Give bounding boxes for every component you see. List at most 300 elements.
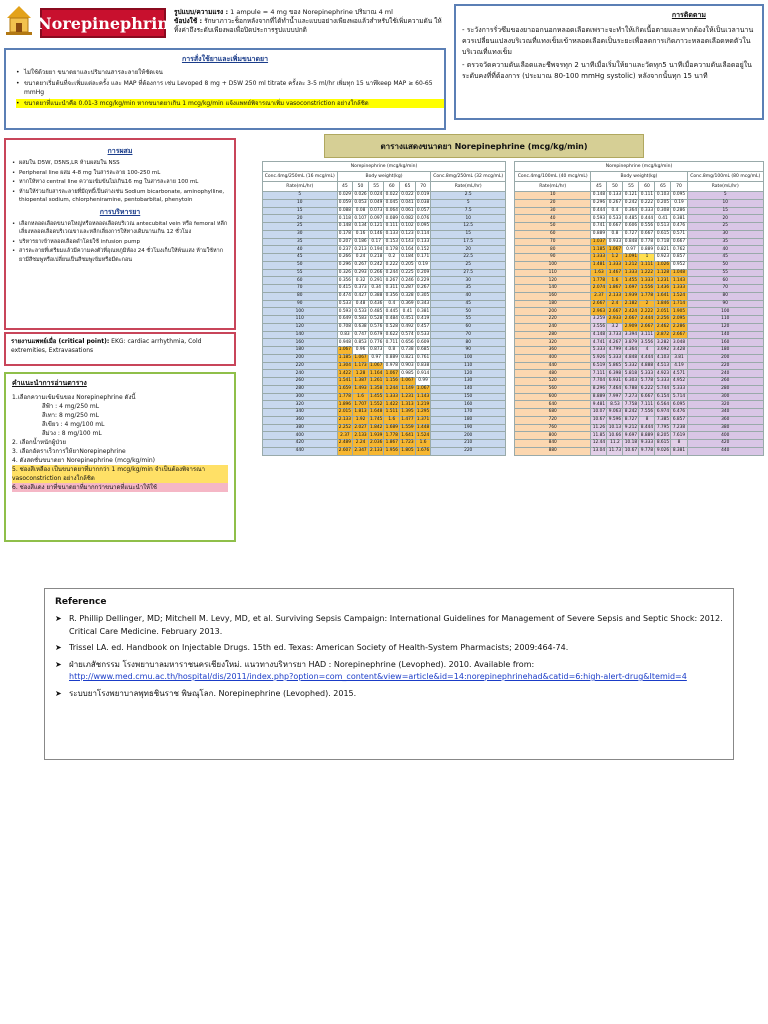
rate-cell: 15 — [687, 207, 764, 215]
rate-cell: 220 — [687, 362, 764, 370]
mixing-item: • Peripheral line ผสม 4-8 mg ในสารละลาย 100-250 mL — [12, 169, 228, 178]
rate-cell: 240 — [515, 323, 591, 331]
dose-cell: 1.067 — [338, 347, 352, 353]
dose-cell: 1.448 — [416, 424, 430, 430]
dose-cell: 2 — [639, 300, 655, 308]
table-row — [263, 246, 506, 254]
table-row — [263, 339, 506, 347]
dose-cell: 0.97 — [368, 354, 384, 362]
dose-cell: 10.07 — [592, 409, 606, 415]
dose-cell: 1 — [639, 254, 655, 262]
dose-cell: 2.37 — [337, 432, 353, 440]
rate-cell: 190 — [431, 424, 506, 432]
dose-cell: 0.848 — [624, 238, 638, 244]
dose-cell: 1.689 — [385, 424, 398, 430]
dose-cell: 1.333 — [385, 393, 398, 399]
dose-cell: 2.015 — [338, 409, 352, 415]
rate-cell: 100 — [431, 354, 506, 362]
dose-cell: 0.97 — [623, 246, 639, 254]
rate-cell: 140 — [431, 385, 506, 393]
rate-cell: 20 — [431, 246, 506, 254]
table-row — [263, 362, 506, 370]
dose-cell: 0.873 — [370, 347, 383, 353]
dose-cell: 1.541 — [338, 378, 352, 384]
how-to-read-line: 6. ช่องสีแดง ยาที่ขนาดยาที่มากกว่าขนาดที่แนะนำให้ใช้ — [12, 483, 228, 492]
dose-cell: 1.185 — [338, 355, 352, 361]
dose-cell: 1.745 — [370, 417, 383, 423]
rate-cell: 360 — [687, 416, 764, 424]
table-row — [263, 254, 506, 262]
table-row — [263, 316, 506, 324]
rate-cell: 10 — [515, 192, 591, 200]
dose-cell: 0.308 — [656, 207, 670, 213]
dose-cell: 0.381 — [672, 215, 686, 221]
dose-cell: 3.428 — [672, 347, 686, 353]
table-row — [263, 323, 506, 331]
table-row — [515, 246, 764, 254]
table-row — [263, 269, 506, 277]
dose-cell: 4.848 — [624, 355, 638, 361]
dose-cell: 1.524 — [672, 293, 686, 299]
rate-cell: 180 — [515, 300, 591, 308]
table-row — [263, 308, 506, 316]
dose-cell: 3.259 — [592, 316, 606, 322]
dose-cell: 0.311 — [385, 285, 398, 291]
dose-cell: 0.533 — [338, 300, 352, 306]
dose-cell: 7.556 — [640, 409, 654, 415]
rate-cell: 180 — [263, 347, 338, 355]
rate-cell: 60 — [687, 277, 764, 285]
rate-cell: 55 — [687, 269, 764, 277]
weight-header: 55 — [623, 182, 639, 192]
dose-cell: 9.333 — [640, 440, 654, 446]
rate-cell: 80 — [515, 246, 591, 254]
dose-cell: 5.333 — [608, 355, 622, 361]
dose-cell: 0.427 — [354, 293, 367, 299]
dose-cell: 0.194 — [370, 246, 383, 252]
dose-cell: 0.287 — [401, 285, 414, 291]
dose-cell: 1.28 — [353, 370, 369, 378]
dose-cell: 0.373 — [354, 285, 367, 291]
table-row — [515, 269, 764, 277]
dose-cell: 0.121 — [370, 223, 383, 229]
table-row — [515, 401, 764, 409]
dose-cell: 2.347 — [354, 448, 367, 454]
rate-cell: 5 — [687, 192, 764, 200]
dose-cell: 1.333 — [672, 285, 686, 291]
dose-cell: 0.609 — [416, 339, 430, 345]
dose-cell: 2.133 — [608, 293, 622, 299]
dose-cell: 0.484 — [385, 316, 398, 322]
dose-cell: 0.205 — [656, 200, 670, 206]
table-row — [263, 277, 506, 285]
dose-cell: 0.762 — [672, 246, 686, 252]
table-row — [263, 440, 506, 448]
how-to-read-line: สีม่วง : 8 mg/100 mL — [42, 430, 102, 437]
rate-cell: 720 — [515, 416, 591, 424]
dose-cell: 0.776 — [370, 339, 383, 345]
dose-cell: 1.846 — [656, 300, 670, 306]
indication-text: รักษาภาวะช็อกหลังจากที่ได้ทำน้ำและแบบอย่างเพียงพอแล้วสำหรับใช้เพิ่มความดัน ให้ทิ้งค่าถึงระดับเพียงพอเพื่อปิดประการรูปแบบปกติ — [174, 17, 442, 34]
dose-cell: 0.419 — [416, 316, 430, 322]
how-to-read-section — [4, 372, 236, 542]
dose-cell: 7.385 — [656, 417, 670, 423]
dose-cell: 0.038 — [416, 200, 430, 206]
rate-cell: 35 — [431, 285, 506, 293]
table-row — [515, 285, 764, 293]
rate-cell: 10 — [431, 215, 506, 223]
dose-cell: 1.244 — [385, 386, 398, 392]
table-row — [263, 432, 506, 440]
dose-cell: 0.133 — [608, 192, 622, 198]
dose-cell: 0.8 — [607, 230, 623, 238]
rate-cell: 840 — [515, 440, 591, 448]
dose-cell: 0.293 — [354, 269, 367, 275]
dose-table-4mg-250ml — [262, 161, 506, 456]
table-row — [263, 261, 506, 269]
dose-cell: 0.41 — [655, 215, 671, 223]
dose-cell: 1.6 — [384, 416, 400, 424]
dose-cell: 1.455 — [370, 393, 383, 399]
rate-cell: 80 — [431, 339, 506, 347]
dose-cell: 0.369 — [401, 300, 414, 306]
dose-cell: 4.103 — [656, 355, 670, 361]
dose-cell: 0.146 — [370, 231, 383, 237]
dose-cell: 1.92 — [353, 416, 369, 424]
dose-cell: 9.596 — [608, 417, 622, 423]
dose-cell: 0.118 — [338, 215, 352, 221]
rate-cell: 160 — [263, 339, 338, 347]
dose-cell: 0.388 — [370, 293, 383, 299]
rate-cell: 50 — [515, 223, 591, 231]
dose-cell: 1.723 — [401, 440, 414, 446]
dose-cell: 0.948 — [338, 339, 352, 345]
dose-cell: 0.184 — [401, 254, 414, 260]
table-row — [515, 416, 764, 424]
dose-cell: 1.067 — [401, 378, 414, 384]
dose-cell: 0.667 — [640, 231, 654, 237]
administration-item: • สารละลายที่เตรียมแล้วมีความคงตัวที่อุณหภูมิห้อง 24 ชั่วโมงเก็บให้พ้นแสง ห้ามใช้หากยามีสีชมพูหรือเปลี่ยนเป็นสีชมพูเข้มหรือมีตะกอน — [12, 247, 228, 264]
dose-cell: 5.333 — [592, 347, 606, 353]
dose-cell: 8 — [639, 416, 655, 424]
how-to-read-title: คำแนะนำการอ่านตาราง — [12, 379, 87, 387]
dose-cell: 0.178 — [385, 246, 398, 252]
rate-cell: 90 — [263, 300, 338, 308]
rate-cell: 280 — [687, 385, 764, 393]
table-row — [263, 401, 506, 409]
dose-cell: 1.956 — [385, 448, 398, 454]
conc-right-label: Conc.8mg/250mL (32 mcg/mL) — [431, 172, 506, 182]
rate-cell: 220 — [431, 447, 506, 455]
dose-cell: 11.26 — [592, 424, 606, 430]
dose-cell: 2.286 — [672, 324, 686, 330]
how-to-read-line: 5. ช่องสีเหลือง เป็นขนาดยาที่มากกว่า 1 mcg/kg/min จำเป็นต้องพิจารณา vasoconstriction อย่างใกล้ชิด — [12, 465, 228, 483]
indication-label: ข้อบ่งใช้ : — [174, 17, 203, 25]
rate-cell: 400 — [515, 354, 591, 362]
table-row — [515, 432, 764, 440]
dose-cell: 1.714 — [672, 300, 686, 306]
dose-cell: 0.952 — [672, 262, 686, 268]
rate-cell: 5 — [431, 199, 506, 207]
dose-cell: 0.593 — [592, 215, 606, 221]
dose-cell: 7.464 — [608, 386, 622, 392]
dose-cell: 0.225 — [401, 269, 414, 275]
dose-cell: 7.997 — [608, 393, 622, 399]
dose-cell: 0.356 — [385, 293, 398, 299]
dose-cell: 6.788 — [624, 386, 638, 392]
dose-cell: 1.219 — [416, 401, 430, 407]
dose-cell: 5.714 — [672, 393, 686, 399]
mixing-item: • ผสมใน D5W, D5NS,LR ห้ามผสมใน NSS — [12, 159, 228, 168]
dose-cell: 0.08 — [353, 207, 369, 215]
table-row — [515, 223, 764, 231]
table-row — [263, 199, 506, 207]
dose-cell: 1.6 — [607, 277, 623, 285]
dose-cell: 7.619 — [672, 432, 686, 438]
dose-cell: 1.455 — [624, 277, 638, 283]
dose-cell: 0.444 — [592, 207, 606, 213]
dose-cell: 1.304 — [338, 362, 352, 368]
rate-cell: 30 — [431, 277, 506, 285]
dose-cell: 0.266 — [338, 254, 352, 260]
rate-cell: 30 — [263, 230, 338, 238]
dose-cell: 2.909 — [624, 324, 638, 330]
dose-cell: 0.291 — [370, 277, 383, 283]
dose-cell: 0.088 — [338, 207, 352, 213]
dose-cell: 0.076 — [416, 215, 430, 221]
dose-cell: 5.818 — [624, 370, 638, 376]
dose-cell: 0.533 — [608, 215, 622, 221]
dose-cell: 0.513 — [656, 223, 670, 229]
dose-cell: 1.778 — [592, 277, 606, 283]
conc-left-label: Conc.4mg/100mL (40 mcg/mL) — [515, 172, 591, 182]
dose-cell: 1.2 — [607, 254, 623, 262]
dose-cell: 0.152 — [416, 246, 430, 252]
rate-cell: 55 — [431, 316, 506, 324]
dose-cell: 0.533 — [354, 308, 367, 314]
dose-cell: 0.237 — [338, 246, 352, 252]
table-row — [263, 416, 506, 424]
dose-cell: 9.212 — [624, 424, 638, 430]
rate-cell: 130 — [431, 378, 506, 386]
dose-cell: 1.143 — [416, 393, 430, 399]
dose-cell: 8.205 — [656, 432, 670, 438]
table-row — [263, 300, 506, 308]
dose-cell: 1.067 — [608, 246, 622, 252]
dose-cell: 0.48 — [353, 300, 369, 308]
dose-cell: 6.931 — [608, 378, 622, 384]
dose-cell: 4.148 — [592, 331, 606, 337]
dose-cell: 0.778 — [640, 238, 654, 244]
rate-header: Rate(mL/hr) — [515, 182, 591, 192]
dose-cell: 0.533 — [416, 331, 430, 337]
dose-cell: 1.333 — [608, 262, 622, 268]
dose-cell: 9.697 — [624, 432, 638, 438]
dosing-item-highlight: • ขนาดยาที่แนะนำคือ 0.01-3 mcg/kg/min หากขนาดยาเกิน 1 mcg/kg/min แจ้งแพทย์พิจารณาเพิ่ม vasoconstriction อย่างใกล้ชิด — [16, 99, 444, 108]
dose-cell: 0.738 — [401, 347, 414, 353]
reference-link[interactable]: http://www.med.cmu.ac.th/hospital/dis/2011/index.php?option=com_content&view=article&id=14:norepinephrinehad&catid=6:high-alert-drug&Itemid=4 — [69, 672, 687, 681]
table-row — [515, 292, 764, 300]
dose-cell: 0.133 — [416, 238, 430, 244]
dose-cell: 0.107 — [354, 215, 367, 221]
rate-cell: 40 — [687, 246, 764, 254]
dose-cell: 4.513 — [656, 362, 670, 368]
dose-cell: 2.133 — [370, 448, 383, 454]
conc-left-label: Conc.4mg/250mL (16 mcg/mL) — [263, 172, 338, 182]
dose-cell: 0.761 — [416, 355, 430, 361]
dose-cell: 1.477 — [401, 417, 414, 423]
dose-cell: 10.66 — [608, 432, 622, 438]
dose-cell: 1.395 — [401, 409, 414, 415]
dose-cell: 0.923 — [656, 254, 670, 260]
dose-cell: 0.097 — [370, 215, 383, 221]
dose-cell: 1.63 — [591, 269, 607, 277]
rate-cell: 210 — [431, 440, 506, 448]
rate-cell: 150 — [431, 393, 506, 401]
dose-cell: 1.559 — [401, 424, 414, 430]
table-row — [263, 409, 506, 417]
body-weight-label: Body weight(kg) — [591, 172, 687, 182]
rate-cell: 140 — [687, 331, 764, 339]
rate-cell: 140 — [263, 331, 338, 339]
dose-cell: 1.358 — [370, 386, 383, 392]
dose-cell: 1.805 — [401, 448, 414, 454]
table-row — [515, 199, 764, 207]
table-row — [515, 424, 764, 432]
table-row — [515, 230, 764, 238]
critical-point-section — [4, 332, 236, 366]
dose-cell: 0.246 — [401, 277, 414, 283]
how-to-read-line: สีเขียว : 4 mg/100 mL — [42, 421, 105, 428]
dose-cell: 5.778 — [640, 378, 654, 384]
dose-cell: 0.821 — [401, 355, 414, 361]
dose-cell: 0.222 — [385, 262, 398, 268]
rate-header: Rate(mL/hr) — [431, 182, 506, 192]
how-to-read-line: สีเทา: 8 mg/250 mL — [42, 412, 99, 419]
rate-cell: 70 — [263, 285, 338, 293]
dose-cell: 7.111 — [640, 401, 654, 407]
rate-cell: 440 — [515, 362, 591, 370]
dose-cell: 0.178 — [338, 231, 352, 237]
dose-cell: 1.6 — [353, 393, 369, 401]
rate-cell: 30 — [515, 207, 591, 215]
dose-cell: 1.867 — [608, 285, 622, 291]
dosing-item: • ไม่ใช้ด้วยยา ขนาดยาและปริมาณสารละลายให้ชัดเจน — [16, 68, 444, 77]
dose-cell: 6.303 — [624, 378, 638, 384]
dose-cell: 2.933 — [608, 316, 622, 322]
weight-header: 70 — [671, 182, 687, 192]
rate-cell: 7.5 — [431, 207, 506, 215]
how-to-read-line: 1.เลือกความเข้มข้นของ Norepinephrine ดังนี้ — [12, 394, 136, 401]
rate-cell: 55 — [263, 269, 338, 277]
rate-cell: 200 — [515, 308, 591, 316]
monitoring-section — [454, 4, 764, 120]
dose-cell: 6.095 — [672, 401, 686, 407]
dose-cell: 0.171 — [416, 254, 430, 260]
rate-cell: 880 — [515, 447, 591, 455]
dose-cell: 0.476 — [672, 223, 686, 229]
dose-cell: 4.888 — [640, 362, 654, 368]
reference-item: ➤ R. Phillip Dellinger, MD; Mitchell M. Levy, MD, et al. Surviving Sepsis Campaign: International Guidelines for Management of Severe Sepsis and Septic Shock: 2012. Critical Care Medicine. February 2013. — [55, 613, 723, 638]
dose-cell: 0.326 — [338, 269, 352, 275]
rate-cell: 220 — [515, 316, 591, 324]
rate-cell: 110 — [687, 316, 764, 324]
dose-cell: 0.229 — [416, 277, 430, 283]
rate-cell: 35 — [263, 238, 338, 246]
rate-cell: 25 — [263, 223, 338, 231]
table-row — [263, 370, 506, 378]
dose-cell: 0.649 — [338, 316, 352, 322]
conc-right-label: Conc.8mg/100mL (80 mcg/mL) — [687, 172, 764, 182]
weight-header: 65 — [655, 182, 671, 192]
mixing-item: • ห้ามให้ร่วมกับสารละลายที่มีฤทธิ์เป็นด่างเช่น Sodium bicarbonate, aminophylline, thiopental sodium, chlorpheniramine, pentobarbital, phenytoin — [12, 188, 228, 205]
dose-cell: 0.445 — [385, 308, 398, 314]
dose-cell: 0.16 — [353, 230, 369, 238]
dose-cell: 8.53 — [607, 401, 623, 409]
dose-cell: 0.571 — [672, 231, 686, 237]
dose-cell: 0.082 — [401, 215, 414, 221]
table-row — [515, 254, 764, 262]
administration-title: การบริหารยา — [99, 207, 141, 216]
dose-cell: 0.667 — [608, 223, 622, 229]
dose-cell: 0.123 — [401, 231, 414, 237]
table-row — [263, 424, 506, 432]
dose-cell: 0.933 — [608, 238, 622, 244]
dose-cell: 1.778 — [385, 432, 398, 438]
dose-cell: 10.67 — [624, 448, 638, 454]
dose-cell: 0.718 — [656, 238, 670, 244]
dose-cell: 0.583 — [354, 316, 367, 322]
dose-cell: 0.747 — [354, 331, 367, 337]
reference-item: ➤ ระบบยาโรงพยาบาลพุทธชินราช พิษณุโลก. Norepinephrine (Levophed). 2015. — [55, 688, 723, 701]
dose-cell: 0.121 — [624, 192, 638, 198]
dose-cell: 5.865 — [608, 362, 622, 368]
table-row — [263, 385, 506, 393]
rate-cell: 120 — [263, 323, 338, 331]
dose-cell: 1.387 — [354, 378, 367, 384]
weight-header: 60 — [639, 182, 655, 192]
dose-cell: 8 — [671, 440, 687, 448]
rate-cell: 20 — [263, 215, 338, 223]
rate-cell: 260 — [687, 378, 764, 386]
dose-cell: 1.648 — [370, 409, 383, 415]
dose-cell: 0.638 — [354, 324, 367, 330]
rate-cell: 560 — [515, 385, 591, 393]
how-to-read-line: 4. ดังสดชั่นขนาดยา Norepinephrine (mcg/kg/min) — [12, 457, 156, 464]
dose-cell: 0.267 — [416, 285, 430, 291]
rate-cell: 30 — [687, 230, 764, 238]
dose-cell: 2.074 — [592, 285, 606, 291]
dose-cell: 1.905 — [672, 308, 686, 314]
rate-cell: 380 — [687, 424, 764, 432]
dose-cell: 2.222 — [640, 308, 654, 314]
dose-cell: 2.872 — [656, 331, 670, 337]
dosing-item: • ขนาดยาเริ่มต้นที่จะเพิ่มแต่ละครั้ง และ MAP ที่ต้องการ เช่น Levoped 8 mg + D5W 250 ml titrate ครั้งละ 3-5 ml/hr เพิ่มทุก 15 นาทีkeep MAP ≥ 60-65 mmHg — [16, 79, 444, 97]
rate-cell: 100 — [263, 308, 338, 316]
dose-cell: 7.704 — [592, 378, 606, 384]
monitoring-title: การติดตาม — [671, 11, 706, 19]
dose-cell: 1.067 — [385, 370, 398, 376]
dose-cell: 0.528 — [385, 324, 398, 330]
rate-header: Rate(mL/hr) — [263, 182, 338, 192]
dose-cell: 1.697 — [624, 285, 638, 291]
dose-cell: 5.332 — [624, 362, 638, 368]
dose-cell: 0.679 — [370, 331, 383, 337]
dose-cell: 0.059 — [338, 200, 352, 206]
dose-cell: 1.091 — [624, 254, 638, 260]
dose-cell: 0.492 — [401, 324, 414, 330]
rate-cell: 80 — [687, 292, 764, 300]
